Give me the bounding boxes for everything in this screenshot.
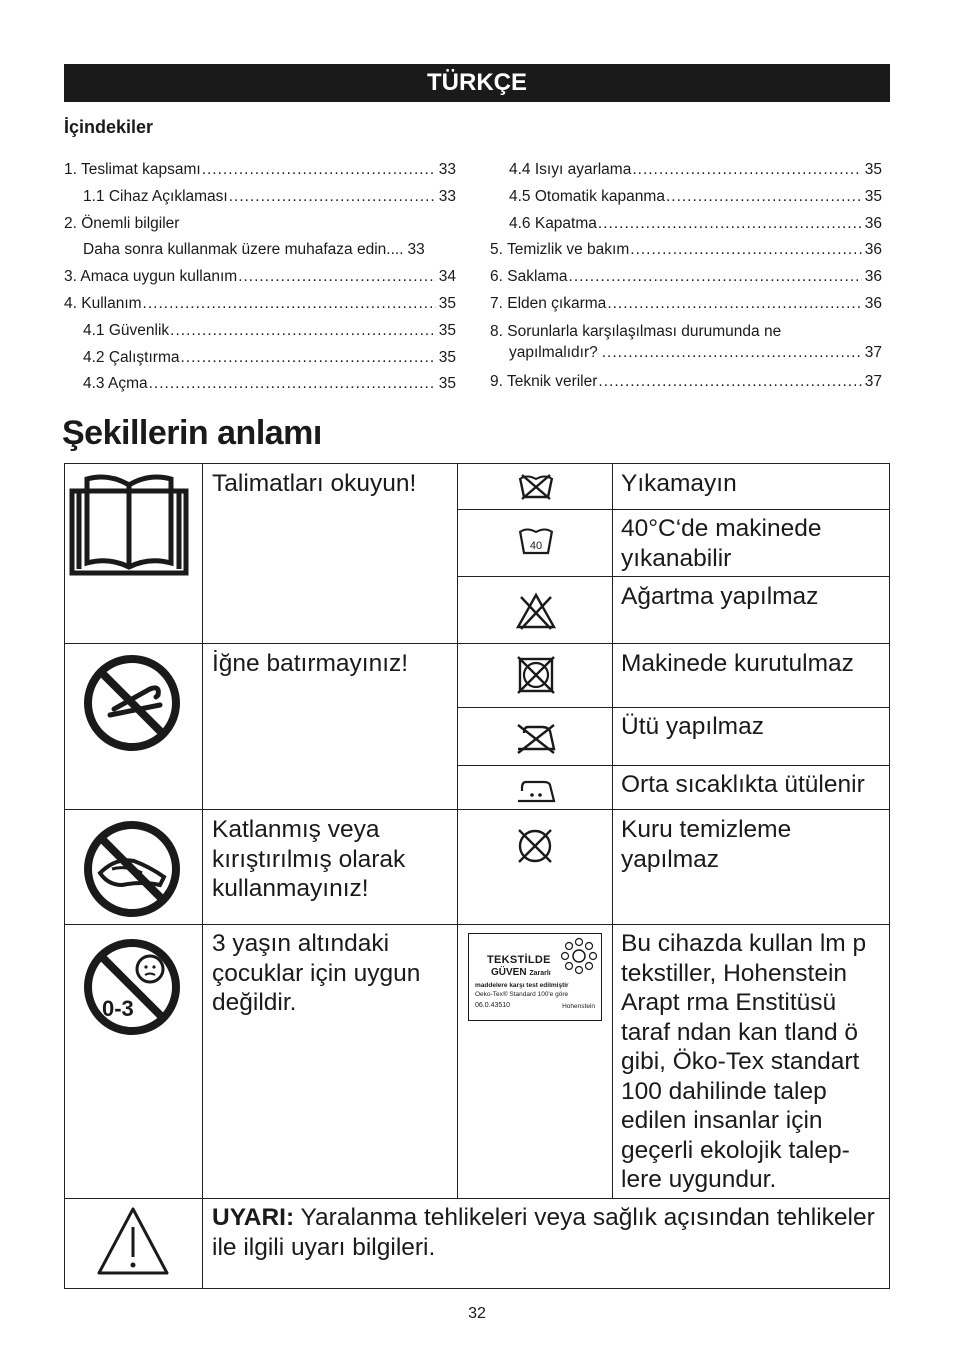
warning-label: UYARI: <box>212 1204 295 1231</box>
toc-entry[interactable]: 5. Temizlik ve bakım ..... 36 <box>490 237 882 264</box>
book-icon <box>69 471 189 577</box>
symbol-label-no-fold <box>212 815 405 904</box>
toc-entry-continued[interactable]: yapılmalıdır? ..... 37 <box>490 342 882 365</box>
page-number: 32 <box>468 1305 486 1322</box>
symbol-label-line: Bu cihazda kullan lm p <box>621 930 867 957</box>
symbol-label-line: çocuklar için uygun <box>212 959 421 987</box>
flower-logo-icon <box>559 936 599 976</box>
toc-entry[interactable]: 1. Teslimat kapsamı ..... 33 <box>64 157 456 184</box>
table-divider <box>457 765 890 766</box>
toc-entry[interactable]: 4.5 Otomatik kapanma ..... 35 <box>490 184 882 211</box>
age-badge: 0-3 <box>102 996 134 1021</box>
oeko-line-2: GÜVEN Zararlı <box>491 967 551 978</box>
warning-text <box>212 1203 882 1262</box>
table-divider <box>64 643 890 644</box>
oeko-tex-label <box>468 933 602 1021</box>
symbol-label-line: Kuru temizleme <box>621 816 792 843</box>
section-title: Şekillerin anlamı <box>62 414 322 452</box>
symbol-label-no-pins: İğne batırmayınız! <box>212 650 409 677</box>
no-bleach-icon <box>515 591 557 631</box>
toc-entry[interactable]: Daha sonra kullanmak üzere muhafaza edin .... 33 <box>83 241 425 259</box>
no-pins-icon <box>82 653 182 753</box>
language-banner: TÜRKÇE <box>64 64 890 102</box>
table-divider <box>457 509 890 510</box>
toc-left-column <box>64 157 456 398</box>
toc-entry[interactable]: 4.2 Çalıştırma ..... 35 <box>64 345 456 372</box>
toc-entry[interactable]: 4.1 Güvenlik ..... 35 <box>64 318 456 345</box>
wash-40-icon <box>517 525 555 557</box>
toc-entry[interactable]: 4.3 Açma ..... 35 <box>64 371 456 398</box>
wash-temp-text: 40 <box>529 540 543 552</box>
symbol-label-age <box>212 929 420 1018</box>
oeko-line-3: maddelere karşı test edilmiştir <box>475 982 569 989</box>
table-divider <box>612 463 613 1198</box>
symbol-label-line: yıkanabilir <box>621 544 732 572</box>
symbol-label-no-tumble-dry: Makinede kurutulmaz <box>621 650 854 677</box>
symbol-label-line: 40°C‘de makinede <box>621 515 822 542</box>
symbol-label-line: kırıştırılmış olarak <box>212 845 406 873</box>
table-divider <box>64 924 890 925</box>
table-divider <box>202 463 203 1289</box>
symbol-label-line: geçerli ekolojik talep- <box>621 1136 850 1164</box>
oeko-code: 06.0.43510 <box>475 1002 511 1009</box>
symbol-table <box>64 463 890 1289</box>
oeko-institute: Hohenstein <box>562 1003 595 1010</box>
no-tumble-dry-icon <box>516 655 556 695</box>
no-iron-icon <box>514 721 558 755</box>
table-divider <box>457 576 890 577</box>
toc-entry[interactable]: 9. Teknik veriler ..... 37 <box>490 369 882 396</box>
symbol-label-line: 100 dahilinde talep <box>621 1077 827 1105</box>
iron-medium-icon <box>514 779 558 805</box>
toc-entry[interactable]: 1.1 Cihaz Açıklaması ..... 33 <box>64 184 456 211</box>
symbol-label-no-dry-clean <box>621 815 791 874</box>
warning-line: ile ilgili uyarı bilgileri. <box>212 1233 436 1261</box>
symbol-label-read-instructions: Talimatları okuyun! <box>212 470 417 497</box>
symbol-label-line: kullanmayınız! <box>212 875 369 902</box>
symbol-label-line: Katlanmış veya <box>212 816 380 843</box>
symbol-label-line: gibi, Öko-Tex standart <box>621 1048 860 1075</box>
toc-entry[interactable]: 6. Saklama ..... 36 <box>490 264 882 291</box>
symbol-label-no-iron: Ütü yapılmaz <box>621 713 764 740</box>
toc-entry[interactable]: 3. Amaca uygun kullanım ..... 34 <box>64 264 456 291</box>
table-divider <box>457 463 458 1198</box>
symbol-label-oeko-tex <box>621 929 866 1195</box>
toc-entry[interactable]: 4.4 Isıyı ayarlama ..... 35 <box>490 157 882 184</box>
warning-line: UYARI: Yaralanma tehlikeleri veya sağlık açısından tehlikeler <box>212 1204 875 1231</box>
toc-entry[interactable]: 8. Sorunlarla karşılaşılması durumunda ne <box>490 322 782 340</box>
no-wash-icon <box>517 473 555 501</box>
symbol-label-line: lere uygundur. <box>621 1166 777 1193</box>
symbol-label-line: tekstiller, Hohenstein <box>621 959 848 987</box>
table-divider <box>457 707 890 708</box>
symbol-label-line: taraf ndan kan tland ö <box>621 1018 859 1046</box>
toc-entry[interactable]: 2. Önemli bilgiler <box>64 214 180 232</box>
toc-entry[interactable]: 4.6 Kapatma ..... 36 <box>490 211 882 238</box>
symbol-label-line: Arapt rma Enstitüsü <box>621 989 837 1016</box>
symbol-label-line: yapılmaz <box>621 845 720 873</box>
oeko-line-1: TEKSTİLDE <box>487 954 551 966</box>
toc-entry[interactable]: 4. Kullanım ..... 35 <box>64 291 456 318</box>
symbol-label-no-wash: Yıkamayın <box>621 470 737 497</box>
no-dry-clean-icon <box>515 826 555 866</box>
symbol-label-iron-medium: Orta sıcaklıkta ütülenir <box>621 771 865 798</box>
symbol-label-line: değildir. <box>212 989 297 1016</box>
symbol-label-line: edilen insanlar için <box>621 1107 823 1134</box>
symbol-label-line: 3 yaşın altındaki <box>212 930 390 957</box>
symbol-label-no-bleach: Ağartma yapılmaz <box>621 583 819 610</box>
oeko-line-4: Oeko-Tex® Standard 100'e göre <box>475 991 569 998</box>
toc-entry[interactable]: 7. Elden çıkarma ..... 36 <box>490 291 882 318</box>
table-divider <box>64 809 890 810</box>
table-divider <box>64 1198 890 1199</box>
warning-triangle-icon <box>96 1205 170 1277</box>
no-fold-icon <box>82 819 182 919</box>
toc-right-column <box>490 157 882 396</box>
symbol-label-wash-40 <box>621 514 821 573</box>
toc-title: İçindekiler <box>64 117 154 137</box>
